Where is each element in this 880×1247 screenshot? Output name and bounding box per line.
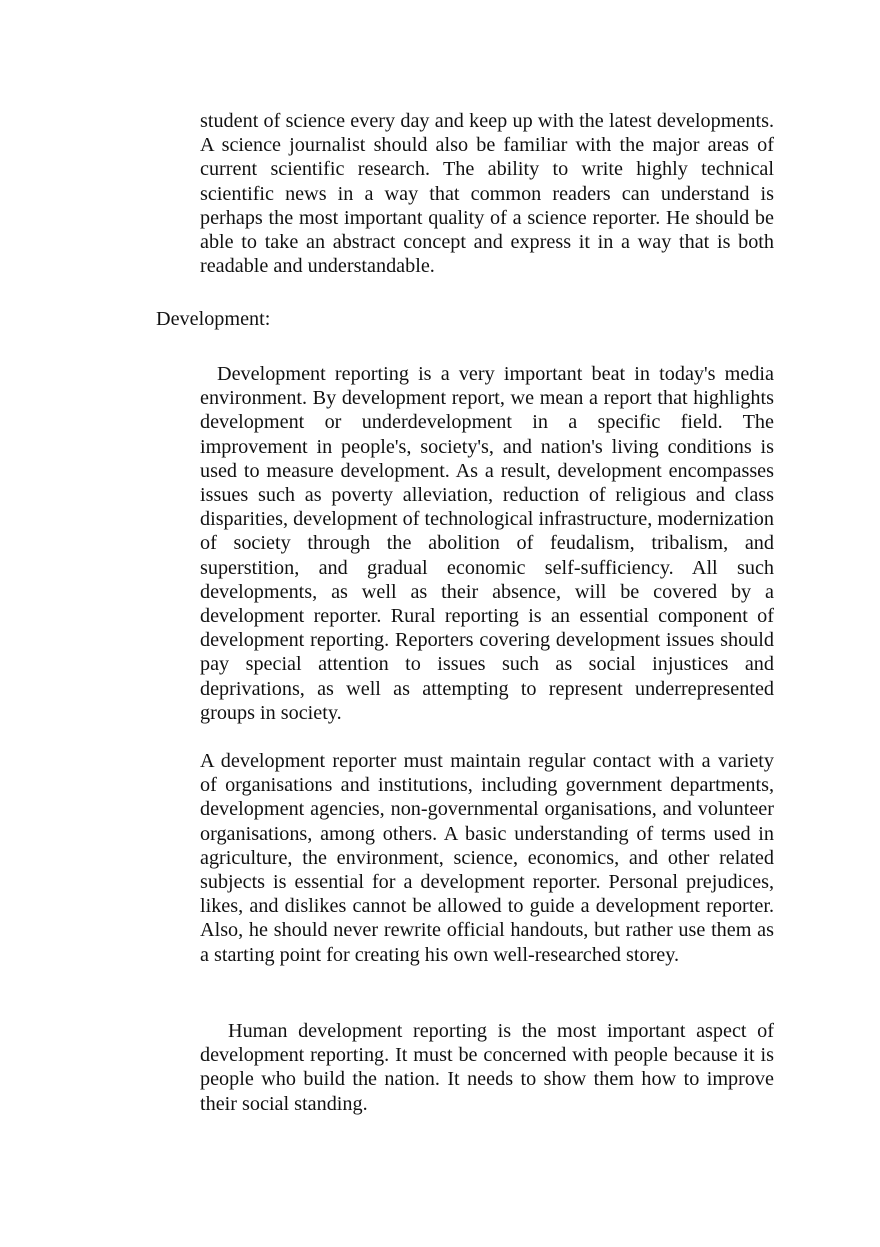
paragraph-science-reporter: student of science every day and keep up with the latest developments. A science journalist should also be familiar with the major areas of current scientific research. The ability to write highly technical scientific news in a way that common readers can understand is perhaps the most important quality of a science reporter. He should be able to take an abstract concept and express it in a way that is both readable and understandable. [200,110,774,278]
paragraph-human-development: Human development reporting is the most important aspect of development reporting. It must be concerned with people because it is people who build the nation. It needs to show them how to improve their social standing. [200,1020,774,1115]
paragraph-development-reporting: Development reporting is a very important beat in today's media environment. By development report, we mean a report that highlights development or underdevelopment in a specific field. The improvement in people's, society's, and nation's living conditions is used to measure development. As a result, development encompasses issues such as poverty alleviation, reduction of religious and class disparities, development of technological infrastructure, modernization of society through the abolition of feudalism, tribalism, and superstition, and gradual economic self-sufficiency. All such developments, as well as their absence, will be covered by a development reporter. Rural reporting is an essential component of development reporting. Reporters covering development issues should pay special attention to issues such as social injustices and deprivations, as well as attempting to represent underrepresented groups in society. [200,363,774,724]
paragraph-development-reporter-contacts: A development reporter must maintain regular contact with a variety of organisations and institutions, including government departments, development agencies, non-governmental organisations, and volunteer organisations, among others. A basic understanding of terms used in agriculture, the environment, science, economics, and other related subjects is essential for a development reporter. Personal prejudices, likes, and dislikes cannot be allowed to guide a development reporter. Also, he should never rewrite official handouts, but rather use them as a starting point for creating his own well-researched storey. [200,750,774,966]
section-heading-development: Development: [156,308,271,330]
